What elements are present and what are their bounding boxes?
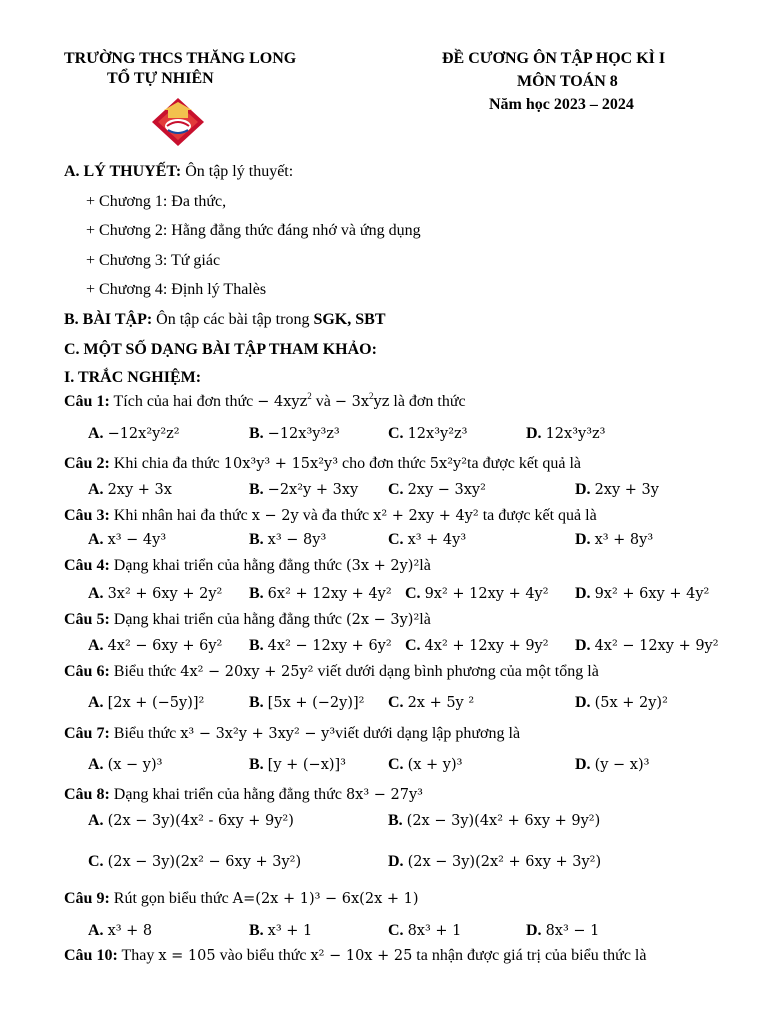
option-b: B. x³ − 8y³ <box>249 531 327 548</box>
option-a: A. 2xy + 3x <box>88 481 172 498</box>
option-d: D. (5x + 2y)² <box>575 694 668 711</box>
option-d: D. (2x − 3y)(2x² + 6xy + 3y²) <box>388 853 602 870</box>
option-c: C. 12x³y²z³ <box>388 425 468 442</box>
option-a: A. x³ + 8 <box>88 922 153 939</box>
option-c: C. 8x³ + 1 <box>388 922 462 939</box>
option-d: D. 9x² + 6xy + 4y² <box>575 585 710 602</box>
option-a: A. [2x + (−5y)]² <box>88 694 205 711</box>
option-c: C. 4x² + 12xy + 9y² <box>405 637 549 654</box>
school-emblem-icon <box>150 96 206 148</box>
option-c: C. (x + y)³ <box>388 756 463 773</box>
option-c: C. 9x² + 12xy + 4y² <box>405 585 549 602</box>
math-expr: − 3x <box>334 394 370 410</box>
chapter-item: + Chương 4: Định lý Thalès <box>86 281 267 298</box>
option-b: B. x³ + 1 <box>249 922 313 939</box>
option-b: B. −2x²y + 3xy <box>249 481 359 498</box>
section-a-heading: A. LÝ THUYẾT: <box>64 163 182 180</box>
option-c: C. 2xy − 3xy² <box>388 481 486 498</box>
question-5: Câu 5: Dạng khai triển của hằng đẳng thức (2x − 3y)²là <box>64 611 431 628</box>
option-b: B. −12x³y³z³ <box>249 425 340 442</box>
question-text: là đơn thức <box>393 393 466 410</box>
option-a: A. (x − y)³ <box>88 756 163 773</box>
question-6: Câu 6: Biểu thức 4x² − 20xy + 25y² viết dưới dạng bình phương của một tổng là <box>64 663 599 680</box>
option-d: D. 4x² − 12xy + 9y² <box>575 637 719 654</box>
option-d: D. (y − x)³ <box>575 756 650 773</box>
question-1 <box>64 392 466 412</box>
question-3: Câu 3: Khi nhân hai đa thức x − 2y và đa thức x² + 2xy + 4y² ta được kết quả là <box>64 507 597 524</box>
section-a <box>64 162 293 182</box>
section-b-text: Ôn tập các bài tập trong <box>156 311 310 328</box>
option-b: B. 4x² − 12xy + 6y² <box>249 637 392 654</box>
option-d: D. 2xy + 3y <box>575 481 659 498</box>
question-10: Câu 10: Thay x = 105 vào biểu thức x² − 10x + 25 ta nhận được giá trị của biểu thức là <box>64 947 647 964</box>
math-exponent: 2 <box>369 391 374 401</box>
option-c: C. (2x − 3y)(2x² − 6xy + 3y²) <box>88 853 302 870</box>
option-b: B. (2x − 3y)(4x² + 6xy + 9y²) <box>388 812 601 829</box>
question-8: Câu 8: Dạng khai triển của hằng đẳng thức 8x³ − 27y³ <box>64 786 423 803</box>
question-text: Tích của hai đơn thức <box>113 393 254 410</box>
option-d: D. x³ + 8y³ <box>575 531 654 548</box>
section-b-heading: B. BÀI TẬP: <box>64 311 153 328</box>
subject-title: MÔN TOÁN 8 <box>517 73 618 90</box>
school-year: Năm học 2023 – 2024 <box>489 96 634 113</box>
document-title: ĐỀ CƯƠNG ÔN TẬP HỌC KÌ I <box>442 50 666 67</box>
question-label: Câu 1: <box>64 393 110 410</box>
section-b <box>64 310 385 330</box>
option-a: A. −12x²y²z² <box>88 425 180 442</box>
math-exponent: 2 <box>307 391 312 401</box>
option-b: B. 6x² + 12xy + 4y² <box>249 585 392 602</box>
chapter-item: + Chương 1: Đa thức, <box>86 193 227 210</box>
option-a: A. 4x² − 6xy + 6y² <box>88 637 223 654</box>
question-9: Câu 9: Rút gọn biểu thức A=(2x + 1)³ − 6x(2x + 1) <box>64 890 419 907</box>
section-b-bold: SGK, SBT <box>313 311 386 328</box>
question-text: và <box>315 393 331 410</box>
option-c: C. x³ + 4y³ <box>388 531 467 548</box>
option-d: D. 8x³ − 1 <box>526 922 600 939</box>
chapter-item: + Chương 2: Hằng đẳng thức đáng nhớ và ứng dụng <box>86 222 421 239</box>
option-a: A. x³ − 4y³ <box>88 531 167 548</box>
option-d: D. 12x³y³z³ <box>526 425 606 442</box>
option-b: B. [y + (−x)]³ <box>249 756 346 773</box>
section-i-heading: I. TRẮC NGHIỆM: <box>64 369 202 386</box>
section-c-heading: C. MỘT SỐ DẠNG BÀI TẬP THAM KHẢO: <box>64 341 377 358</box>
section-a-intro: Ôn tập lý thuyết: <box>185 163 294 180</box>
option-c: C. 2x + 5y ² <box>388 694 475 711</box>
question-4: Câu 4: Dạng khai triển của hằng đẳng thức (3x + 2y)²là <box>64 557 431 574</box>
option-b: B. [5x + (−2y)]² <box>249 694 365 711</box>
school-name: TRƯỜNG THCS THĂNG LONG <box>64 50 297 67</box>
question-2: Câu 2: Khi chia đa thức 10x³y³ + 15x²y³ cho đơn thức 5x²y²ta được kết quả là <box>64 455 582 472</box>
chapter-item: + Chương 3: Tứ giác <box>86 252 221 269</box>
question-7: Câu 7: Biểu thức x³ − 3x²y + 3xy² − y³viết dưới dạng lập phương là <box>64 725 521 742</box>
department-name: TỔ TỰ NHIÊN <box>107 70 214 87</box>
math-expr: yz <box>373 394 390 410</box>
math-expr: − 4xyz <box>257 394 308 410</box>
option-a: A. (2x − 3y)(4x² - 6xy + 9y²) <box>88 812 294 829</box>
option-a: A. 3x² + 6xy + 2y² <box>88 585 223 602</box>
